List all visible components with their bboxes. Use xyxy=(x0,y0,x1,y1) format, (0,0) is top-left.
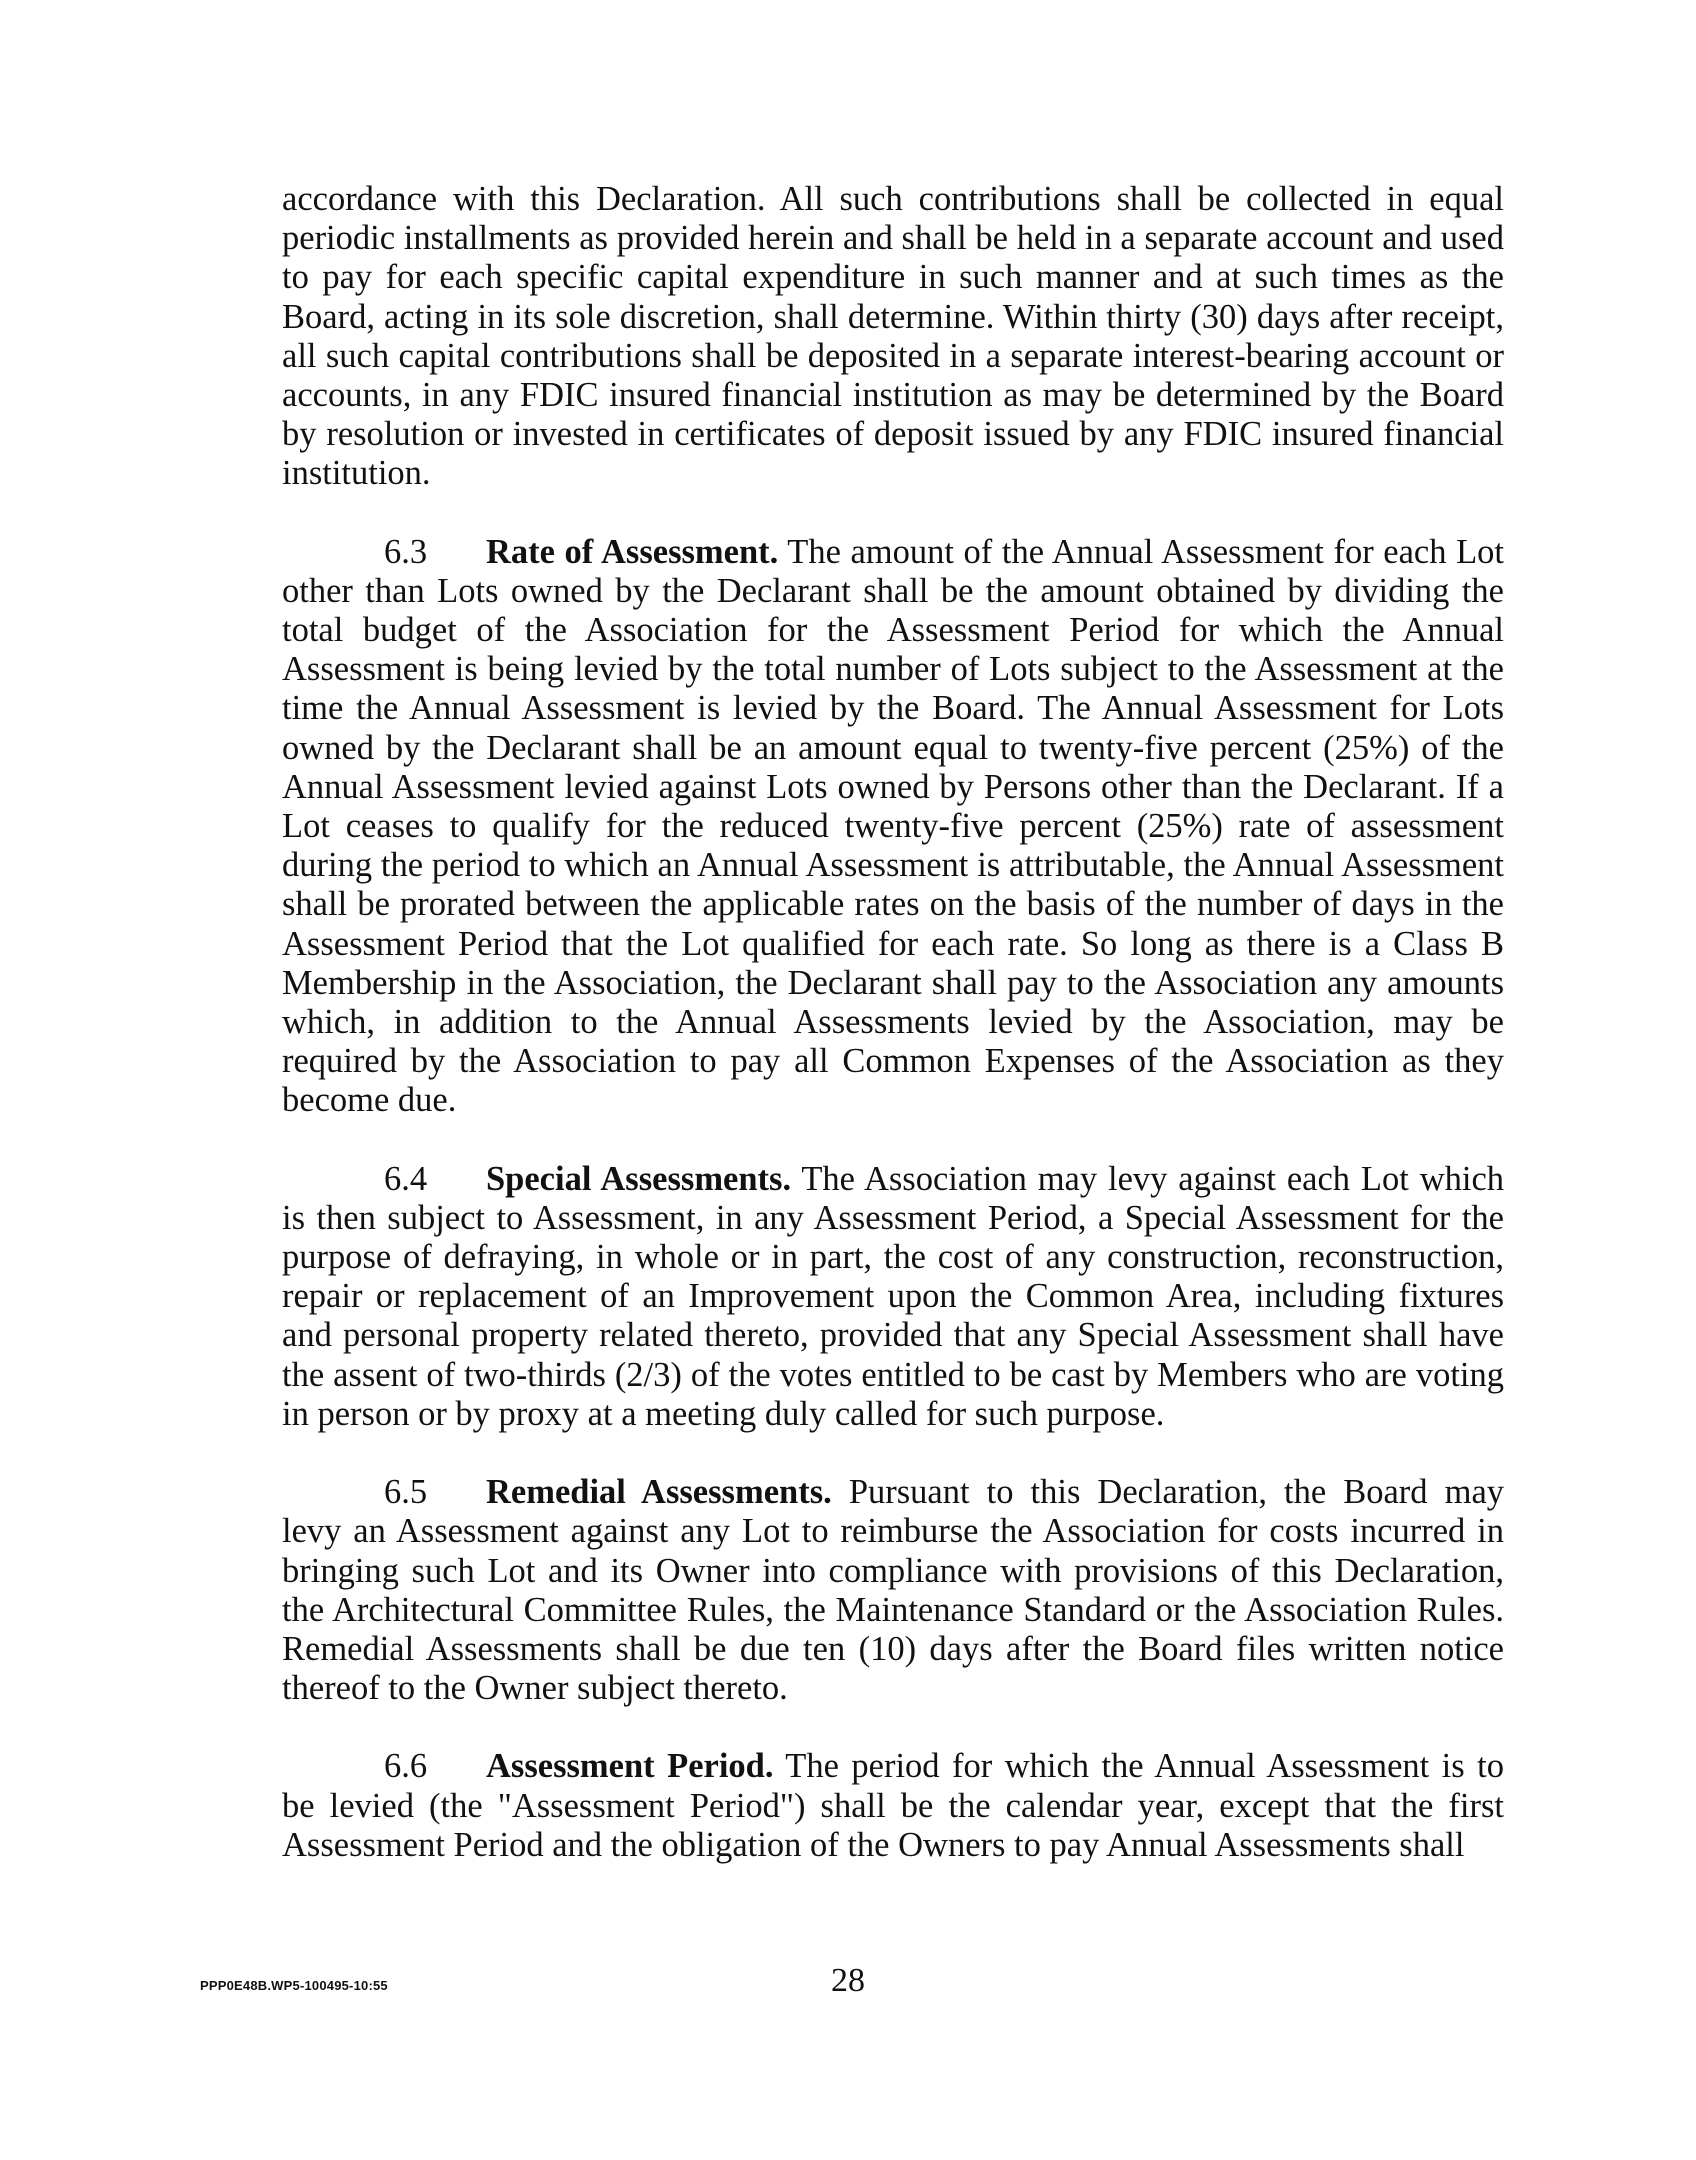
section-number: 6.3 xyxy=(384,532,428,571)
section-6-4-special-assessments xyxy=(282,1160,1504,1434)
section-title: Rate of Assessment. xyxy=(486,532,779,571)
section-number: 6.4 xyxy=(384,1159,428,1198)
section-number: 6.5 xyxy=(384,1473,428,1512)
page-number: 28 xyxy=(831,1962,865,1999)
section-6-5-remedial-assessments xyxy=(282,1473,1504,1708)
section-title: Assessment Period. xyxy=(486,1747,774,1786)
paragraph-continuation xyxy=(282,180,1504,494)
section-text: The amount of the Annual Assessment for each Lot other than Lots owned by the Declarant shall be the amount obtained by dividing the total budget of the Association for the Assessment Period for which the Annual Assessment is being levied by the total number of Lots subject to the Assessment at the time the Annual Assessment is levied by the Board. The Annual Assessment for Lots owned by the Declarant shall be an amount equal to twenty-five percent (25%) of the Annual Assessment levied against Lots owned by Persons other than the Declarant. If a Lot ceases to qualify for the reduced twenty-five percent (25%) rate of assessment during the period to which an Annual Assessment is attributable, the Annual Assessment shall be prorated between the applicable rates on the basis of the number of days in the Assessment Period that the Lot qualified for each rate. So long as there is a Class B Membership in the Association, the Declarant shall pay to the Association any amounts which, in addition to the Annual Assessments levied by the Association, may be required by the Association to pay all Common Expenses of the Association as they become due. xyxy=(282,532,1504,1120)
section-title: Special Assessments. xyxy=(486,1159,792,1198)
section-title: Remedial Assessments. xyxy=(486,1473,832,1512)
paragraph-text: accordance with this Declaration. All such contributions shall be collected in equal periodic installments as provided herein and shall be held in a separate account and used to pay for each specific capital expenditure in such manner and at such times as the Board, acting in its sole discretion, shall determine. Within thirty (30) days after receipt, all such capital contributions shall be deposited in a separate interest-bearing account or accounts, in any FDIC insured financial institution as may be determined by the Board by resolution or invested in certificates of deposit issued by any FDIC insured financial institution. xyxy=(282,180,1504,493)
section-text: The Association may levy against each Lot which is then subject to Assessment, in any Assessment Period, a Special Assessment for the purpose of defraying, in whole or in part, the cost of any construction, reconstruction, repair or replacement of an Improvement upon the Common Area, including fixtures and personal property related thereto, provided that any Special Assessment shall have the assent of two-thirds (2/3) of the votes entitled to be cast by Members who are voting in person or by proxy at a meeting duly called for such purpose. xyxy=(282,1159,1505,1433)
footer-file-code: PPP0E48B.WP5-100495-10:55 xyxy=(200,1978,388,1993)
section-number: 6.6 xyxy=(384,1747,428,1786)
section-6-6-assessment-period xyxy=(282,1747,1504,1865)
section-text: Pursuant to this Declaration, the Board may levy an Assessment against any Lot to reimburse the Association for costs incurred in bringing such Lot and its Owner into compliance with provisions of this Declaration, the Architectural Committee Rules, the Maintenance Standard or the Association Rules. Remedial Assessments shall be due ten (10) days after the Board files written notice thereof to the Owner subject thereto. xyxy=(282,1473,1505,1708)
document-body xyxy=(282,180,1504,1904)
section-6-3-rate-of-assessment xyxy=(282,533,1504,1121)
section-text: The period for which the Annual Assessment is to be levied (the "Assessment Period") shall be the calendar year, except that the first Assessment Period and the obligation of the Owners to pay Annual Assessments shall xyxy=(282,1747,1504,1864)
